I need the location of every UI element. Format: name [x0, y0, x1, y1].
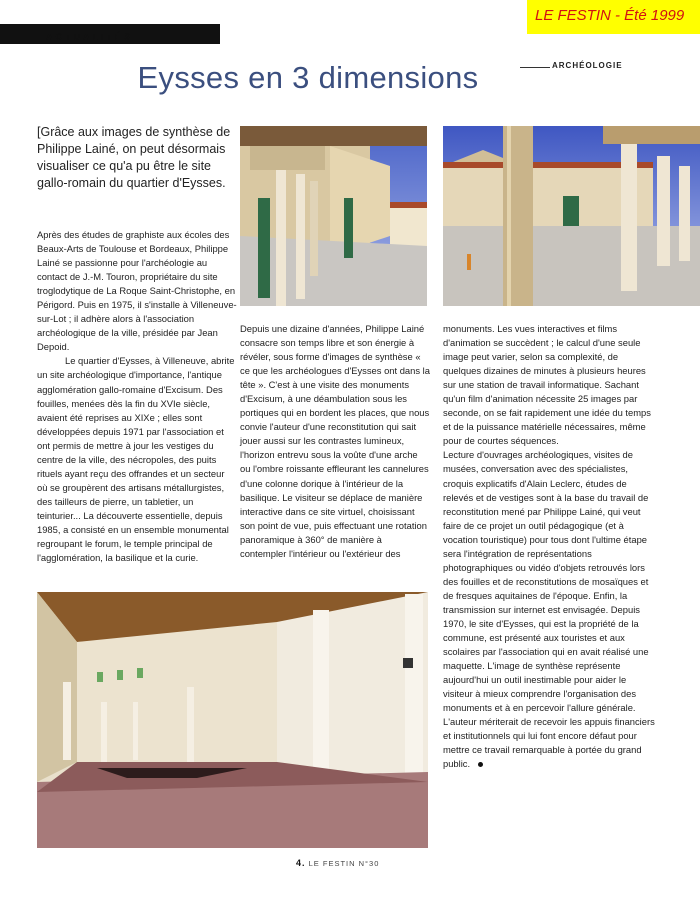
column-3: [443, 322, 655, 772]
issue-badge: [527, 0, 700, 34]
section-label: ACTUALITÉS: [46, 32, 133, 42]
col1-paragraph-1: Après des études de graphiste aux écoles des Beaux-Arts de Toulouse et Bordeaux, Philippe Lainé se passionne pour l'archéologie au contact de J.-M. Touron, propriétaire du site troglodytique de La Roque Saint-Christophe, en Périgord. Puis en 1975, il s'installe à Villeneuve-sur-Lot ; il adhère alors à l'association archéologique de la ville, présidée par Jean Depoid.: [37, 229, 237, 353]
page-footer: [296, 858, 379, 868]
rubric-rule: [520, 67, 550, 68]
render-image-portico: [240, 126, 427, 306]
col2-paragraph-1: Depuis une dizaine d'années, Philippe Lainé consacre son temps libre et son énergie à révéler, sous forme d'images de synthèse « ce que les archéologues d'Eysses ont dans la tête ». C'est à une visite des monuments d'Excisum, à une déambulation sous les portiques qui en bordent les places, que nous convie l'auteur d'une reconstitution qui sait jouer aussi sur les contrastes lumineux, l'horizon entrevu sous la voûte d'une arche ou l'ombre roissante effleurant les cannelures d'une colonne dorique à l'intérieur de la basilique. Le visiteur se déplace de manière interactive dans ce site virtuel, choisissant son point de vue, puis effectuant une rotation panoramique à 360° de manière à contempler l'intérieur ou l'extérieur des: [240, 323, 430, 559]
col3-paragraph-2: [443, 448, 655, 771]
page-number: 4.: [296, 858, 306, 868]
issue-badge-text: LE FESTIN - Été 1999: [535, 7, 685, 24]
col1-paragraph-2: Le quartier d'Eysses, à Villeneuve, abrite un site archéologique d'importance, l'antique agglomération gallo-romaine d'Excisum. Des fouilles, menées dès la fin du XVIe siècle, avaient été reprises au XIXe ; elles sont développées depuis 1971 par l'association et ont permis de mettre à jour les vestiges du centre de la ville, des nécropoles, des puits rituels ayant reçu des offrandes et un secteur où se groupèrent des artisans métallurgistes, des tailleurs de pierre, un tabletier, un teinturier... La découverte essentielle, depuis 1985, a consisté en un ensemble monumental regroupant le forum, le temple principal de l'agglomération, la basilique et la curie.: [37, 355, 235, 564]
column-2: [240, 322, 430, 561]
end-mark: [478, 762, 483, 767]
col3-paragraph-2-text: Lecture d'ouvrages archéologiques, visites de musées, conversation avec des spécialistes, croquis explicatifs d'Alain Leclerc, études de relevés et de vestiges sont à la base du travail de reconstitution mené par Philippe Lainé, qui veut faire de ce projet un outil pédagogique (et à vocation touristique) pour tous dont l'ultime étape sera l'intégration de représentations photographiques ou vidéo d'objets retrouvés lors des fouilles et de reconstitutions de mosaïques et de fresques aquitaines de l'époque. Enfin, la transmission sur internet est envisagée. Depuis 1970, le site d'Eysses, qui est la propriété de la commune, est présenté aux touristes et aux scolaires par l'association qui en avait réalisé une maquette. L'image de synthèse représente aujourd'hui un outil inestimable pour aider le visiteur à mieux comprendre l'organisation des monuments et à en percevoir l'allure générale. L'auteur mériterait de recevoir les appuis financiers et institutionnels qui lui font encore défaut pour mettre ce travail remarquable à portée du grand public.: [443, 449, 655, 770]
col3-paragraph-1: monuments. Les vues interactives et films d'animation se succèdent ; le calcul d'une seule image peut varier, selon sa complexité, de quelques dizaines de minutes à plusieurs heures sur une station de travail informatique. Sachant qu'un film d'animation nécessite 25 images par seconde, on se fait rapidement une idée du temps et de la puissance matérielle nécessaires, même pour de courtes séquences.: [443, 323, 651, 447]
column-1: [37, 228, 237, 565]
article-title: Eysses en 3 dimensions: [137, 60, 479, 95]
magazine-name: LE FESTIN N°30: [308, 859, 380, 868]
render-image-forum: [443, 126, 700, 306]
lead-paragraph: [Grâce aux images de synthèse de Philippe Lainé, on peut désormais visualiser ce qu'a pu être le site gallo-romain du quartier d'Eysses.: [37, 125, 231, 190]
render-image-basilica: [37, 592, 428, 848]
rubric-label: ARCHÉOLOGIE: [552, 61, 623, 70]
